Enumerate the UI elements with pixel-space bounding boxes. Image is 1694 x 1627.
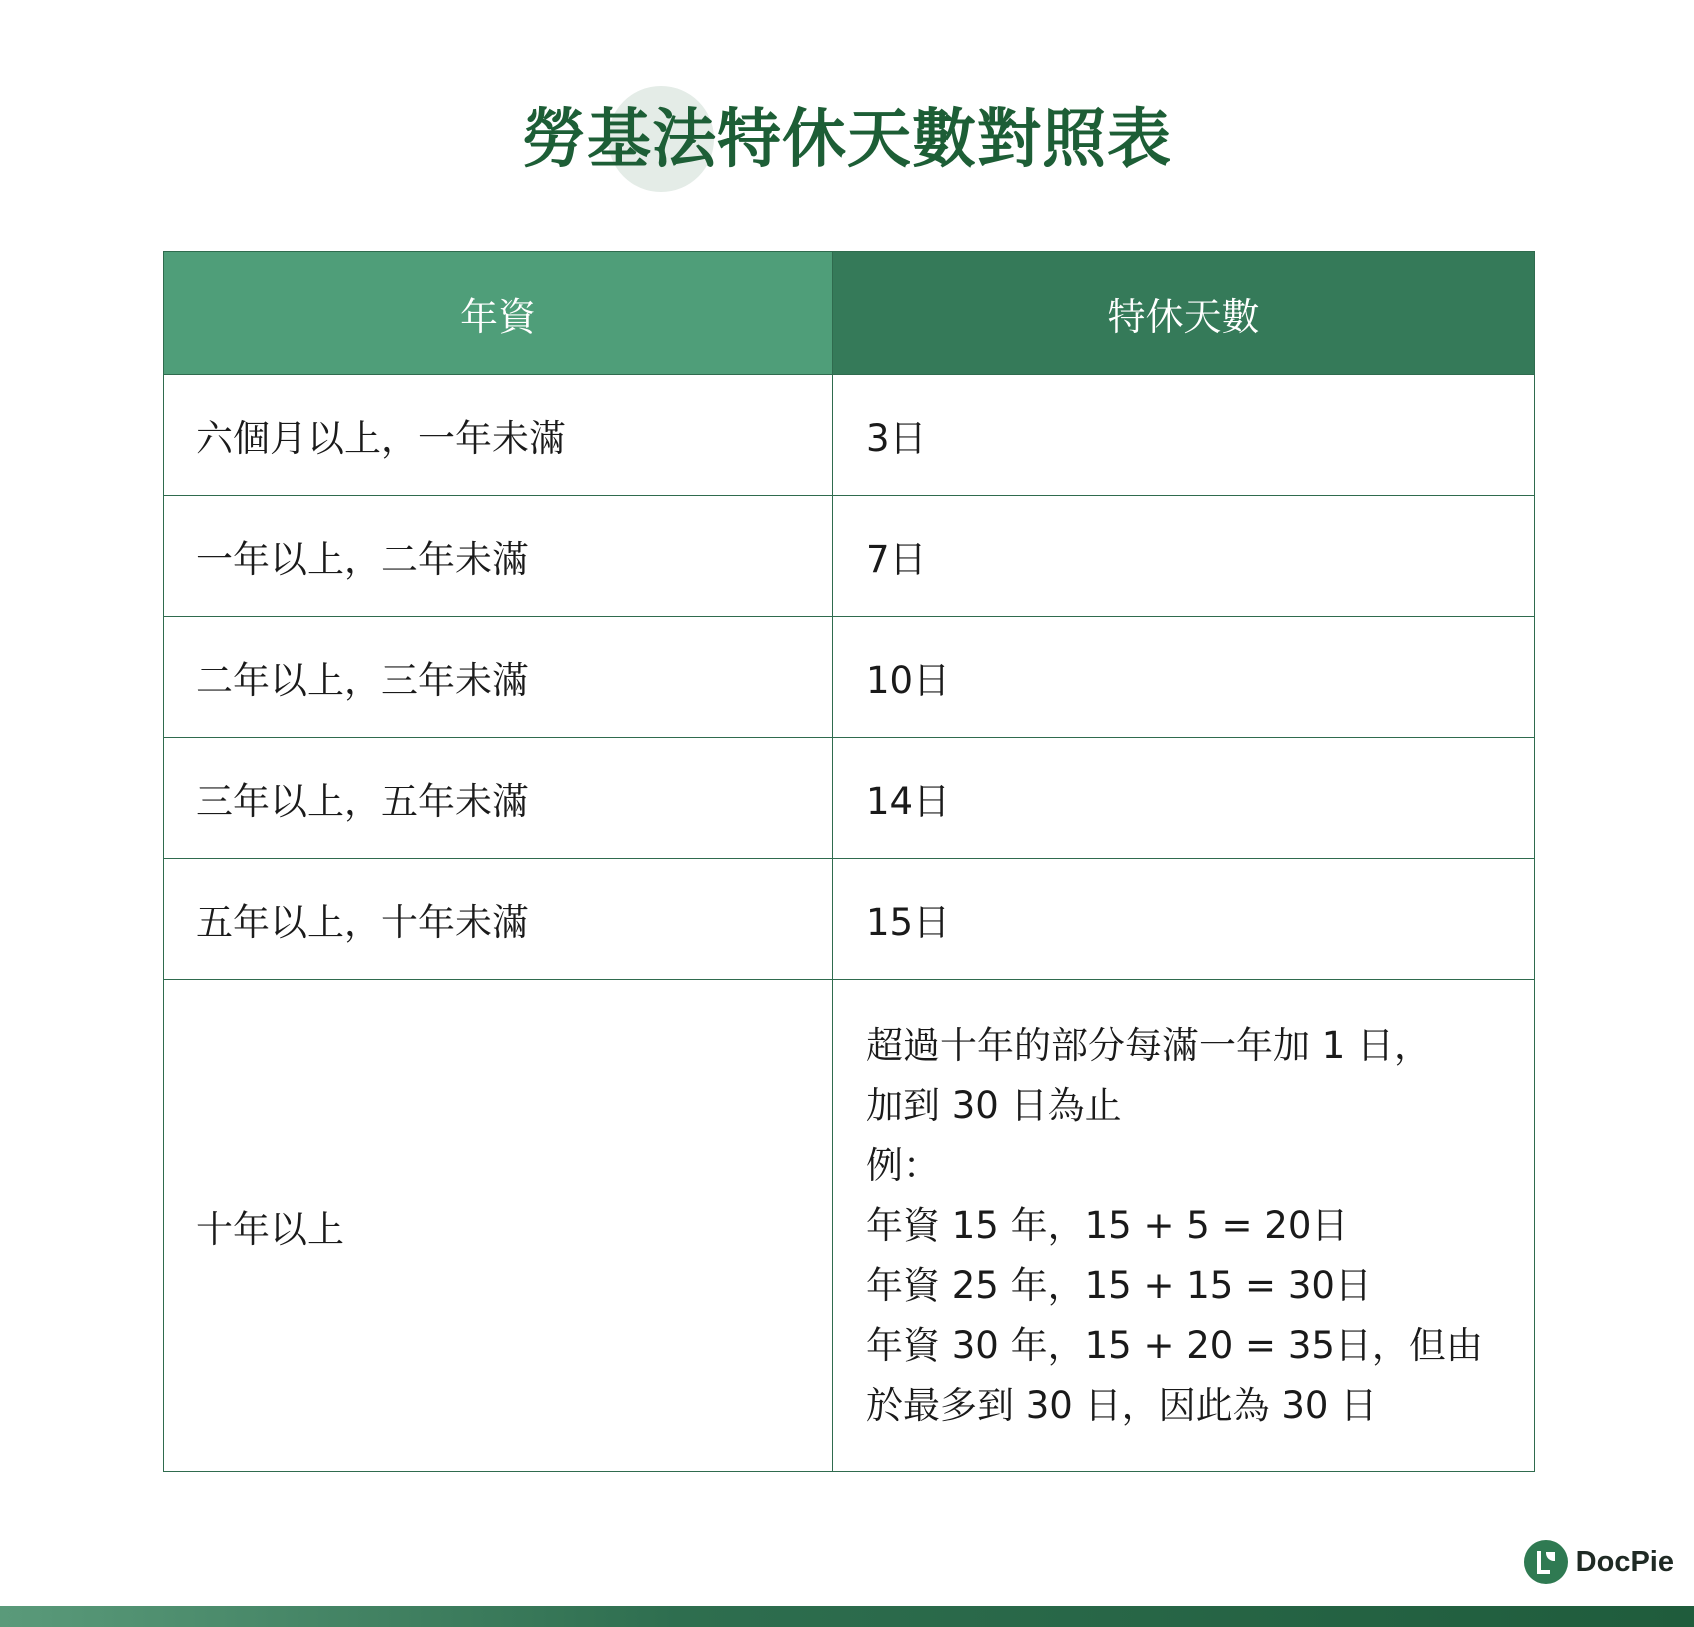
table-row xyxy=(164,617,1535,738)
table-header-row xyxy=(164,252,1535,375)
table-row xyxy=(164,375,1535,496)
note-line: 加到 30 日為止 xyxy=(866,1083,1122,1127)
seniority-cell: 一年以上，二年未滿 xyxy=(164,496,833,617)
leave-days-cell: 15日 xyxy=(833,859,1535,980)
note-line: 於最多到 30 日，因此為 30 日 xyxy=(866,1383,1378,1427)
brand-logo xyxy=(1524,1540,1674,1584)
note-line: 年資 15 年，15 + 5 = 20日 xyxy=(866,1203,1349,1247)
table-row xyxy=(164,738,1535,859)
bottom-accent-bar xyxy=(0,1606,1694,1627)
page-title: 勞基法特休天數對照表 xyxy=(522,103,1172,177)
leave-days-cell: 10日 xyxy=(833,617,1535,738)
leave-days-cell: 7日 xyxy=(833,496,1535,617)
docpie-logo-icon xyxy=(1524,1540,1568,1584)
note-line: 超過十年的部分每滿一年加 1 日， xyxy=(866,1023,1432,1067)
seniority-cell: 五年以上，十年未滿 xyxy=(164,859,833,980)
note-line: 例： xyxy=(866,1143,940,1187)
leave-days-cell: 14日 xyxy=(833,738,1535,859)
table-row xyxy=(164,859,1535,980)
seniority-cell: 十年以上 xyxy=(164,980,833,1472)
leave-days-note-cell xyxy=(833,980,1535,1472)
table-row xyxy=(164,980,1535,1472)
brand-name: DocPie xyxy=(1575,1545,1674,1578)
table-row xyxy=(164,496,1535,617)
seniority-cell: 二年以上，三年未滿 xyxy=(164,617,833,738)
note-line: 年資 30 年，15 + 20 = 35日，但由 xyxy=(866,1323,1483,1367)
note-line: 年資 25 年，15 + 15 = 30日 xyxy=(866,1263,1372,1307)
header-leave-days: 特休天數 xyxy=(833,252,1535,375)
seniority-cell: 六個月以上，一年未滿 xyxy=(164,375,833,496)
leave-days-table xyxy=(163,251,1535,1472)
seniority-cell: 三年以上，五年未滿 xyxy=(164,738,833,859)
leave-days-cell: 3日 xyxy=(833,375,1535,496)
leave-days-note xyxy=(866,1016,1502,1436)
header-seniority: 年資 xyxy=(164,252,833,375)
